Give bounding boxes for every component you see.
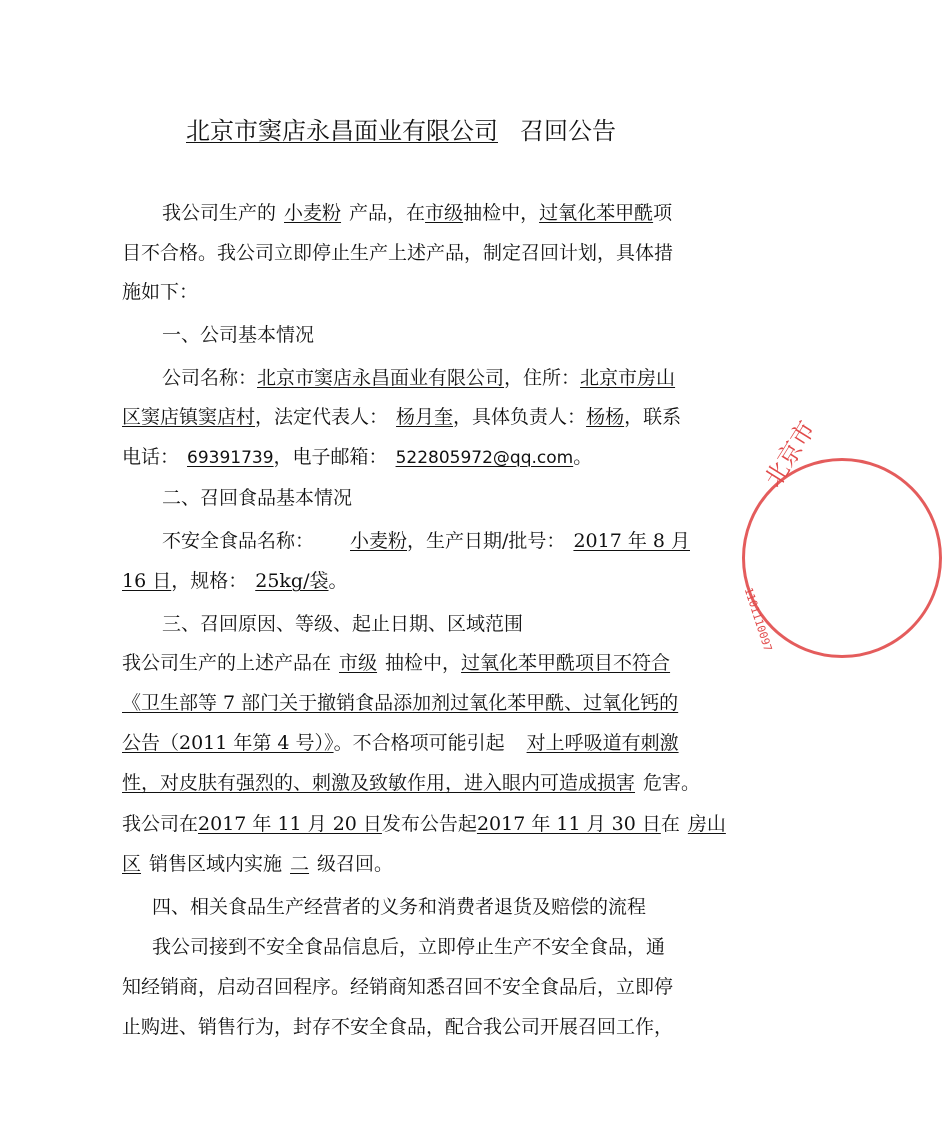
contact-phone: 69391739	[187, 448, 274, 468]
company-seal-stamp	[742, 458, 942, 658]
recall-area-1: 房山	[687, 813, 726, 835]
section-3-line-5: 我公司在2017 年 11 月 20 日发布公告起2017 年 11 月 30 日在 房山	[122, 813, 726, 835]
recall-grade: 二	[290, 853, 310, 875]
section-1-heading: 一、公司基本情况	[162, 324, 315, 346]
section-3-line-1: 我公司生产的上述产品在 市级 抽检中，过氧化苯甲酰项目不符合	[122, 652, 671, 674]
recall-area-2: 区	[122, 853, 142, 875]
section-4-line-2: 知经销商，启动召回程序。经销商知悉召回不安全食品后，立即停	[122, 976, 674, 998]
section-4-line-1: 我公司接到不安全食品信息后，立即停止生产不安全食品，通	[152, 936, 666, 958]
title-suffix: 召回公告	[520, 117, 616, 145]
section-3-line-6: 区 销售区域内实施 二 级召回。	[122, 853, 394, 875]
title-company-name: 北京市窦店永昌面业有限公司	[186, 117, 498, 145]
section-2-line-1: 不安全食品名称： 小麦粉，生产日期/批号： 2017 年 8 月	[162, 530, 690, 552]
seal-text: 北京市	[759, 416, 821, 493]
harm-description-2: 性，对皮肤有强烈的、刺激及致敏作用，进入眼内可造成损害	[122, 772, 636, 794]
recall-end-date: 2017 年 11 月 30 日	[476, 813, 661, 835]
document-title	[186, 116, 616, 146]
section-2-line-2: 16 日，规格： 25kg/袋。	[122, 570, 348, 592]
recall-reason-1: 过氧化苯甲酰项目不符合	[461, 652, 671, 674]
section-1-line-3: 电话： 69391739，电子邮箱： 522805972@qq.com。	[122, 446, 593, 468]
section-3-line-4: 性，对皮肤有强烈的、刺激及致敏作用，进入眼内可造成损害 危害。	[122, 772, 701, 794]
unsafe-food-name: 小麦粉	[350, 530, 408, 552]
seal-number: 1101110097	[741, 586, 775, 654]
responsible-person: 杨杨	[586, 406, 625, 428]
intro-line-2: 目不合格。我公司立即停止生产上述产品，制定召回计划，具体措	[122, 242, 674, 264]
section-3-heading: 三、召回原因、等级、起止日期、区域范围	[162, 613, 524, 635]
section-3-line-3: 公告（2011 年第 4 号）》。不合格项可能引起 对上呼吸道有刺激	[122, 732, 679, 754]
intro-product: 小麦粉	[284, 202, 342, 224]
intro-level: 市级	[425, 202, 464, 224]
production-date-2: 16 日	[122, 570, 172, 592]
section-2-heading: 二、召回食品基本情况	[162, 487, 353, 509]
legal-representative: 杨月奎	[396, 406, 454, 428]
production-date-1: 2017 年 8 月	[573, 530, 690, 552]
section-4-heading: 四、相关食品生产经营者的义务和消费者退货及赔偿的流程	[152, 896, 647, 918]
section-1-line-1: 公司名称：北京市窦店永昌面业有限公司，住所：北京市房山	[162, 367, 676, 389]
company-address-1: 北京市房山	[580, 367, 676, 389]
recall-reason-2: 《卫生部等 7 部门关于撤销食品添加剂过氧化苯甲酰、过氧化钙的	[122, 692, 679, 714]
harm-description-1: 对上呼吸道有刺激	[526, 732, 679, 754]
recall-check-level: 市级	[339, 652, 378, 674]
contact-email: 522805972@qq.com	[395, 448, 574, 468]
section-1-line-2: 区窦店镇窦店村，法定代表人： 杨月奎，具体负责人：杨杨，联系	[122, 406, 682, 428]
intro-line-3: 施如下：	[122, 281, 199, 303]
company-name: 北京市窦店永昌面业有限公司	[257, 367, 505, 389]
section-4-line-3: 止购进、销售行为，封存不安全食品，配合我公司开展召回工作，	[122, 1016, 674, 1038]
recall-start-date: 2017 年 11 月 20 日	[198, 813, 382, 835]
intro-item: 过氧化苯甲酰	[539, 202, 654, 224]
recall-reason-3: 公告（2011 年第 4 号）》	[122, 732, 334, 754]
product-spec: 25kg/袋	[255, 570, 329, 592]
intro-line-1: 我公司生产的 小麦粉 产品，在市级抽检中，过氧化苯甲酰项	[162, 202, 673, 224]
company-address-2: 区窦店镇窦店村	[122, 406, 256, 428]
section-3-line-2	[122, 691, 678, 715]
